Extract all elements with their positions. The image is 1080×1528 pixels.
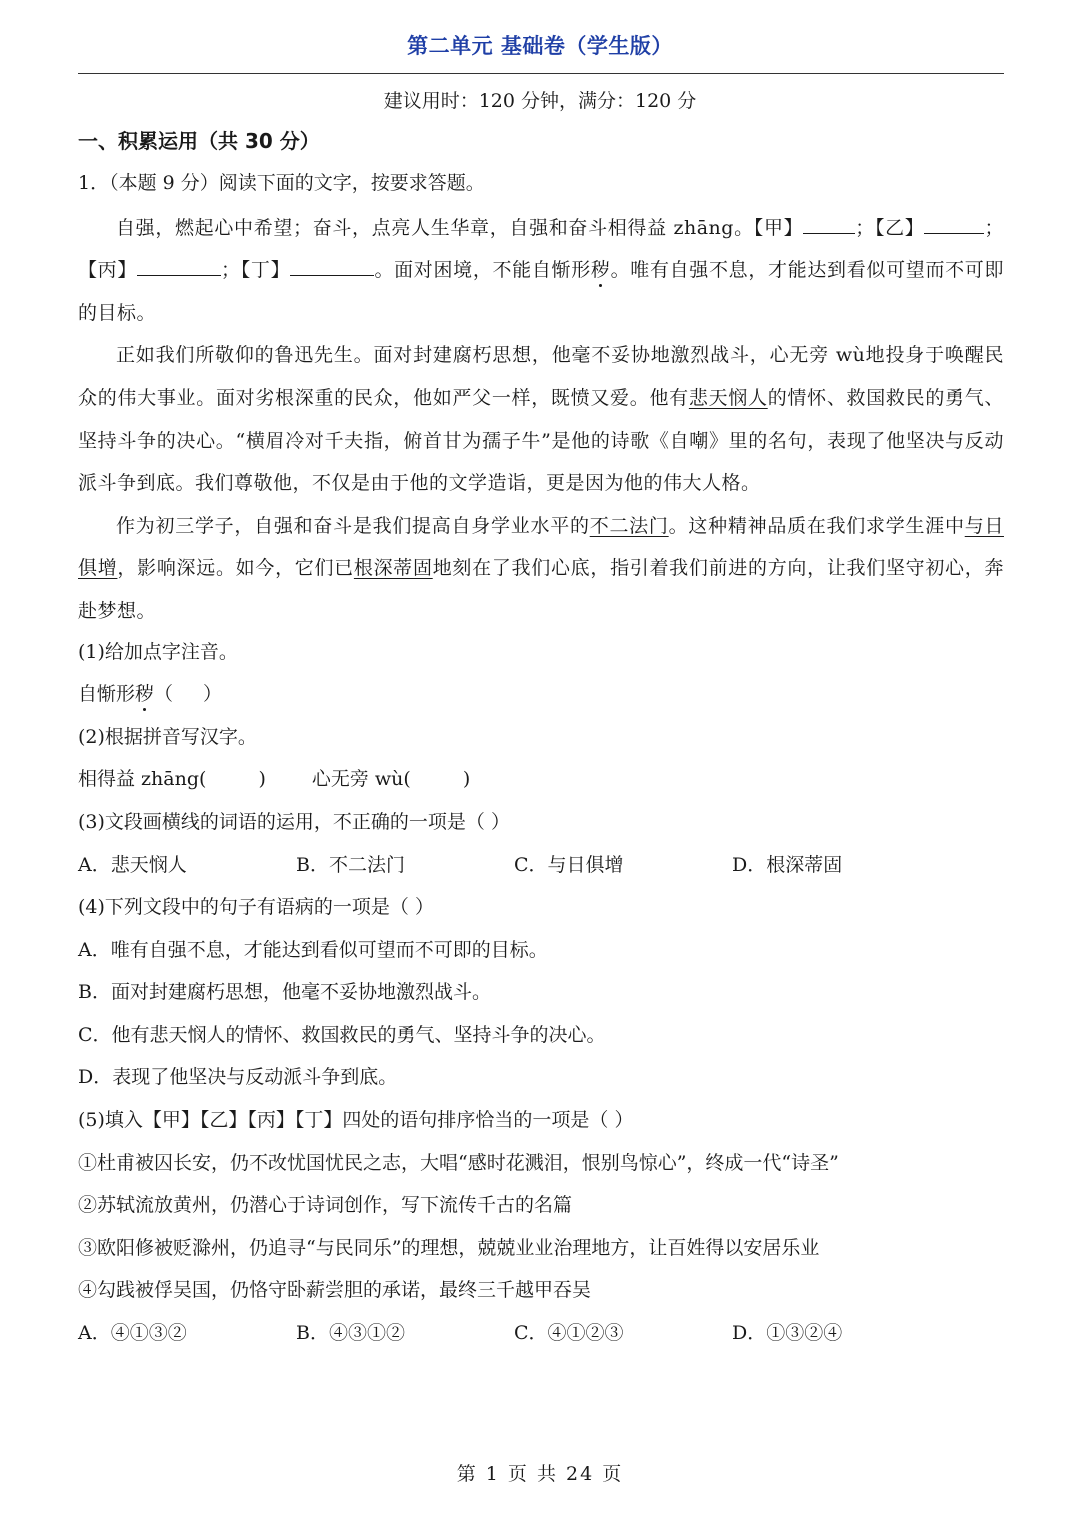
- reading-paragraph-2: [78, 334, 1004, 504]
- section-heading: 一、积累运用（共 30 分）: [78, 129, 320, 153]
- p2-text-a: 正如我们所敬仰的鲁迅先生。面对封建腐朽思想，他毫不妥协地激烈战斗，心无旁 wù地投身于唤醒民众的伟大事业。面对劣根深重的民众，他如严父一样，既愤又爱。他有: [78, 344, 1004, 409]
- sub5-option-d[interactable]: D．①③②④: [732, 1322, 843, 1345]
- page-number: 第 1 页 共 24 页: [456, 1463, 624, 1485]
- sub3-option-c[interactable]: C．与日俱增: [514, 853, 624, 876]
- p1-text-i: 而不可即的目标。: [78, 259, 1004, 324]
- sub1-word: 自惭形: [78, 683, 136, 706]
- page-content: [78, 124, 1004, 1357]
- p2-text-b: 的情怀、救国救民的勇气、坚持斗争的决心。“横眉冷对千夫指，俯首甘为孺子牛”是他的诗歌《自嘲》里的名句，表现了他坚决与反动派斗争到底。我们尊敬他，不仅是由于他的文学造诣，更是因为他的伟大人格。: [78, 386, 1004, 495]
- p1-text-e: ；【丁】: [221, 259, 291, 282]
- blank-yi[interactable]: [924, 213, 984, 234]
- p3-text-b: 。这种精神品质在我们求学生涯中: [668, 514, 965, 537]
- sub5-item-3: ③欧阳修被贬滁州，仍追寻“与民同乐”的理想，兢兢业业治理地方，让百姓得以安居乐业: [78, 1236, 820, 1259]
- sub1-answer-line: [78, 675, 1004, 718]
- sub4-prompt: (4)下列文段中的句子有语病的一项是（ ）: [78, 896, 434, 919]
- p1-text-d: 【丙】: [78, 259, 138, 282]
- sub1-paren-open: （: [154, 683, 174, 706]
- sub2-prompt: (2)根据拼音写汉字。: [78, 725, 257, 748]
- sub5-item-4: ④勾践被俘吴国，仍恪守卧薪尝胆的承诺，最终三千越甲吞吴: [78, 1279, 592, 1302]
- sub1-dotted-char: 秽: [135, 683, 155, 706]
- p3-text-a: 作为初三学子，自强和奋斗是我们提高自身学业水平的: [116, 514, 590, 537]
- question-stem: 1．（本题 9 分）阅读下面的文字，按要求答题。: [78, 172, 485, 194]
- sub2-answer-line: [78, 760, 1004, 803]
- sub3-options: [78, 846, 1004, 889]
- sub1-paren-close: ）: [203, 683, 223, 706]
- sub4-option-c[interactable]: C．他有悲天悯人的情怀、救国救民的勇气、坚持斗争的决心。: [78, 1023, 606, 1046]
- blank-bing[interactable]: [137, 255, 221, 276]
- dotted-char: 秽: [590, 259, 611, 282]
- sub5-prompt: (5)填入【甲】【乙】【丙】【丁】四处的语句排序恰当的一项是（ ）: [78, 1109, 634, 1132]
- sub4-option-d[interactable]: D．表现了他坚决与反动派斗争到底。: [78, 1066, 398, 1089]
- sub5-options: [78, 1314, 1004, 1357]
- sub5-option-b[interactable]: B．④③①②: [296, 1322, 405, 1345]
- underlined-phrase-3: 与日俱增: [78, 514, 1004, 580]
- sub5-option-c[interactable]: C．④①②③: [514, 1322, 624, 1345]
- p3-text-d: 地刻在了我们心底，指引着我们前进的方向，让我们坚守初心，奔赴梦想。: [78, 557, 1004, 622]
- p1-text-f: 。面对困境，不能自惭形: [374, 259, 591, 282]
- sub5-item-1: ①杜甫被囚长安，仍不改忧国忧民之志，大唱“感时花溅泪，恨别鸟惊心”，终成一代“诗圣”: [78, 1151, 839, 1174]
- sub2-item1-open: 相得益 zhāng(: [78, 768, 207, 791]
- header-divider: [78, 73, 1004, 74]
- blank-ding[interactable]: [290, 255, 374, 276]
- sub2-item2-open: 心无旁 wù(: [311, 768, 411, 791]
- p1-text-h: 。唯有自强不息，才能达到看似可望: [610, 259, 926, 282]
- sub4-option-b[interactable]: B．面对封建腐朽思想，他毫不妥协地激烈战斗。: [78, 981, 491, 1004]
- p1-text-c: ；: [984, 216, 1004, 239]
- p3-text-c: ，影响深远。如今，它们已: [117, 557, 354, 580]
- sub4-option-a[interactable]: A．唯有自强不息，才能达到看似可望而不可即的目标。: [78, 938, 548, 961]
- sub3-option-a[interactable]: A．悲天悯人: [78, 853, 187, 876]
- reading-paragraph-1: [78, 207, 1004, 335]
- underlined-phrase-4: 根深蒂固: [353, 557, 433, 580]
- sub1-prompt: (1)给加点字注音。: [78, 640, 238, 663]
- sub2-item1-close: ): [258, 768, 266, 791]
- sub5-item-2: ②苏轼流放黄州，仍潜心于诗词创作，写下流传千古的名篇: [78, 1194, 573, 1217]
- underlined-phrase-2: 不二法门: [589, 514, 669, 537]
- document-title: 第二单元 基础卷（学生版）: [407, 34, 673, 58]
- sub5-option-a[interactable]: A．④①③②: [78, 1322, 187, 1345]
- sub2-item2-close: ): [462, 768, 471, 791]
- underlined-phrase-1: 悲天悯人: [688, 386, 768, 409]
- time-info: 建议用时：120 分钟，满分：120 分: [383, 90, 697, 112]
- reading-paragraph-3: [78, 505, 1004, 633]
- blank-jia[interactable]: [803, 213, 855, 234]
- p1-text-a: 自强，燃起心中希望；奋斗，点亮人生华章，自强和奋斗相得益 zhāng。【甲】: [116, 216, 804, 239]
- sub3-option-b[interactable]: B．不二法门: [296, 853, 405, 876]
- sub3-option-d[interactable]: D．根深蒂固: [732, 853, 843, 876]
- sub3-prompt: (3)文段画横线的词语的运用，不正确的一项是（ ）: [78, 810, 510, 833]
- p1-text-b: ；【乙】: [855, 216, 925, 239]
